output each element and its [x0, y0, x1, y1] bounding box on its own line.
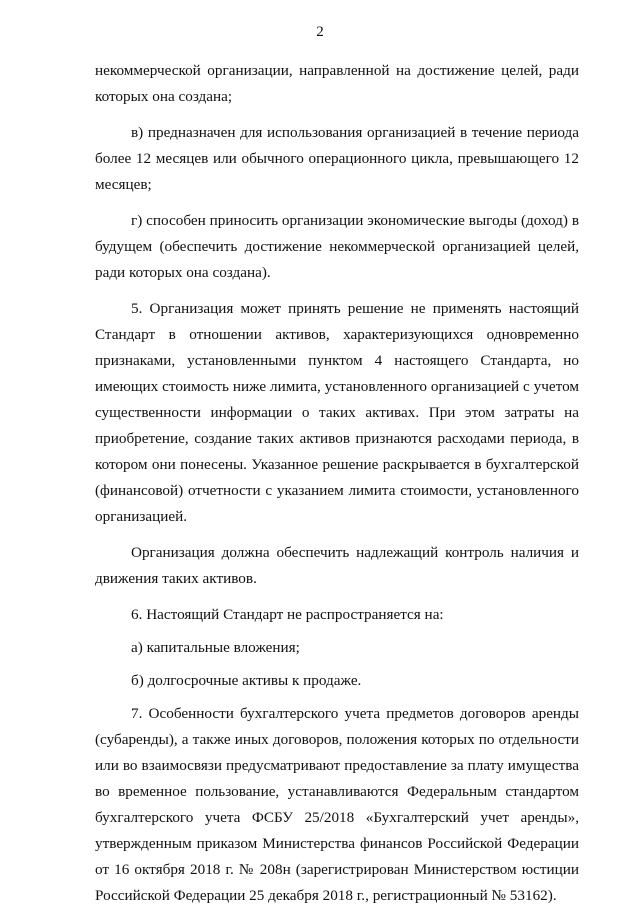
- paragraph-7: 7. Особенности бухгалтерского учета предметов договоров аренды (субаренды), а также иных договоров, положения которых по отдельности или во взаимосвязи предусматривают предоставление за плату имущества во временное пользование, устанавливаются Федеральным стандартом бухгалтерского учета ФСБУ 25/2018 «Бухгалтерский учет аренды», утвержденным приказом Министерства финансов Российской Федерации от 16 октября 2018 г. № 208н (зарегистрирован Министерством юстиции Российской Федерации 25 декабря 2018 г., регистрационный № 53162).: [95, 705, 579, 904]
- paragraph-item-a: а) капитальные вложения;: [131, 639, 300, 656]
- page-number: 2: [316, 24, 324, 40]
- paragraph-item-v: в) предназначен для использования организацией в течение периода более 12 месяцев или обычного операционного цикла, превышающего 12 месяцев;: [95, 124, 579, 193]
- paragraph-item-g: г) способен приносить организации экономические выгоды (доход) в будущем (обеспечить достижение некоммерческой организацией целей, ради которых она создана).: [95, 212, 579, 281]
- paragraph-control: Организация должна обеспечить надлежащий контроль наличия и движения таких активов.: [95, 544, 579, 587]
- document-body: [95, 58, 579, 919]
- paragraph-5: 5. Организация может принять решение не применять настоящий Стандарт в отношении активов, характеризующихся одновременно признаками, установленными пунктом 4 настоящего Стандарта, но имеющих стоимость ниже лимита, установленного организацией с учетом существенности информации о таких активах. При этом затраты на приобретение, создание таких активов признаются расходами периода, в котором они понесены. Указанное решение раскрывается в бухгалтерской (финансовой) отчетности с указанием лимита стоимости, установленного организацией.: [95, 300, 579, 525]
- paragraph-continuation: некоммерческой организации, направленной на достижение целей, ради которых она создана;: [95, 62, 579, 105]
- paragraph-item-b: б) долгосрочные активы к продаже.: [131, 672, 362, 689]
- paragraph-6: 6. Настоящий Стандарт не распространяется на:: [131, 606, 444, 623]
